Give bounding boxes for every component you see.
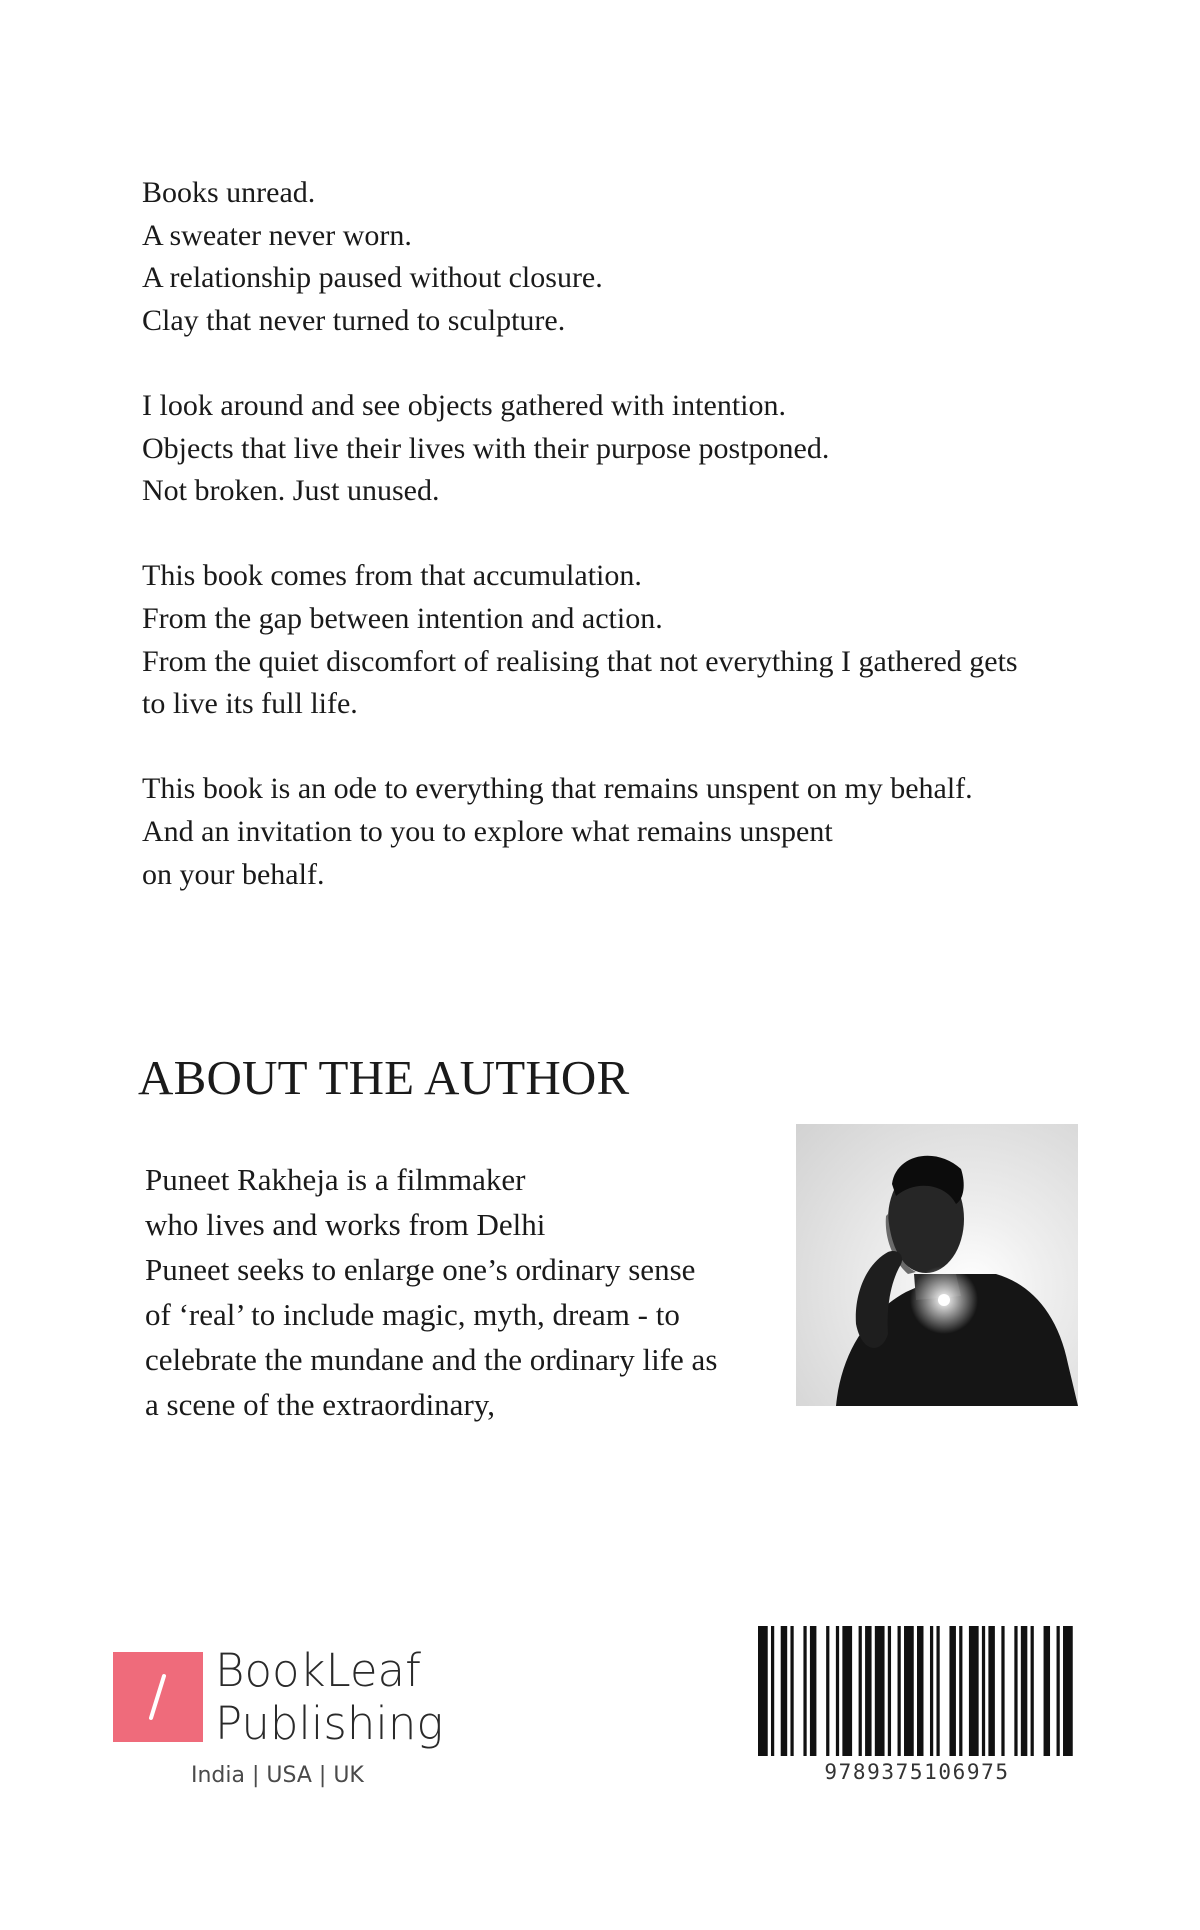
blurb-line: A sweater never worn. <box>142 218 412 252</box>
barcode-bar <box>836 1626 839 1756</box>
about-author-heading: ABOUT THE AUTHOR <box>138 1050 630 1105</box>
back-cover-blurb <box>142 172 1102 939</box>
barcode-bar <box>790 1626 793 1756</box>
publisher-logo <box>113 1644 513 1802</box>
barcode-bar <box>1031 1626 1034 1756</box>
publisher-name <box>215 1644 443 1750</box>
barcode-bar <box>1063 1626 1073 1756</box>
barcode-bar <box>859 1626 862 1756</box>
barcode-bar <box>1014 1626 1017 1756</box>
blurb-line: From the quiet discomfort of realising that not everything I gathered gets <box>142 644 1018 678</box>
blurb-line: Books unread. <box>142 176 316 209</box>
barcode-bar <box>988 1626 994 1756</box>
author-photo <box>796 1124 1078 1406</box>
barcode-bar <box>875 1626 885 1756</box>
barcode-icon <box>758 1626 1076 1756</box>
blurb-line: to live its full life. <box>142 687 358 721</box>
barcode-bar <box>803 1626 806 1756</box>
bio-line: a scene of the extraordinary, <box>145 1387 496 1422</box>
publisher-name-line2: Publishing <box>215 1697 444 1750</box>
barcode-bar <box>982 1626 985 1756</box>
barcode-bar <box>930 1626 933 1756</box>
blurb-line: This book comes from that accumulation. <box>142 559 642 593</box>
blurb-line: I look around and see objects gathered with intention. <box>142 388 786 422</box>
barcode-bar <box>826 1626 829 1756</box>
blurb-line: on your behalf. <box>142 857 325 891</box>
barcode-bar <box>898 1626 901 1756</box>
bio-line: who lives and works from Delhi <box>145 1207 546 1242</box>
publisher-name-line1: BookLeaf <box>215 1644 421 1697</box>
publisher-regions: India | USA | UK <box>191 1763 364 1788</box>
bio-line: celebrate the mundane and the ordinary life as <box>145 1342 718 1377</box>
barcode-bar <box>842 1626 852 1756</box>
isbn-number: 9789375106975 <box>824 1760 1010 1784</box>
slash-icon <box>113 1652 203 1742</box>
isbn-barcode <box>754 1626 1080 1786</box>
blurb-line: Not broken. Just unused. <box>142 474 440 508</box>
barcode-bar <box>949 1626 955 1756</box>
barcode-bar <box>969 1626 979 1756</box>
barcode-bar <box>1021 1626 1027 1756</box>
barcode-bar <box>758 1626 768 1756</box>
barcode-bar <box>1057 1626 1060 1756</box>
barcode-bar <box>904 1626 914 1756</box>
blurb-line: Objects that live their lives with their purpose postponed. <box>142 431 830 465</box>
barcode-bar <box>771 1626 774 1756</box>
barcode-bar <box>781 1626 787 1756</box>
bio-line: Puneet Rakheja is a filmmaker <box>145 1162 526 1197</box>
barcode-bar <box>865 1626 871 1756</box>
blurb-line: This book is an ode to everything that remains unspent on my behalf. <box>142 772 973 806</box>
blurb-stanza <box>142 768 1102 896</box>
barcode-bar <box>1001 1626 1004 1756</box>
blurb-line: And an invitation to you to explore what remains unspent <box>142 814 833 848</box>
blurb-stanza <box>142 172 1102 342</box>
blurb-line: A relationship paused without closure. <box>142 261 603 295</box>
blurb-stanza <box>142 555 1102 725</box>
barcode-bar <box>888 1626 891 1756</box>
blurb-stanza <box>142 385 1102 513</box>
bio-line: of ‘real’ to include magic, myth, dream - to <box>145 1297 680 1332</box>
barcode-bar <box>1044 1626 1050 1756</box>
barcode-bar <box>917 1626 923 1756</box>
author-bio <box>145 1157 785 1427</box>
barcode-bar <box>959 1626 962 1756</box>
barcode-bar <box>936 1626 939 1756</box>
bio-line: Puneet seeks to enlarge one’s ordinary sense <box>145 1252 696 1287</box>
blurb-line: Clay that never turned to sculpture. <box>142 303 566 337</box>
author-silhouette-icon <box>796 1124 1078 1406</box>
blurb-line: From the gap between intention and action. <box>142 601 663 635</box>
barcode-bar <box>810 1626 816 1756</box>
